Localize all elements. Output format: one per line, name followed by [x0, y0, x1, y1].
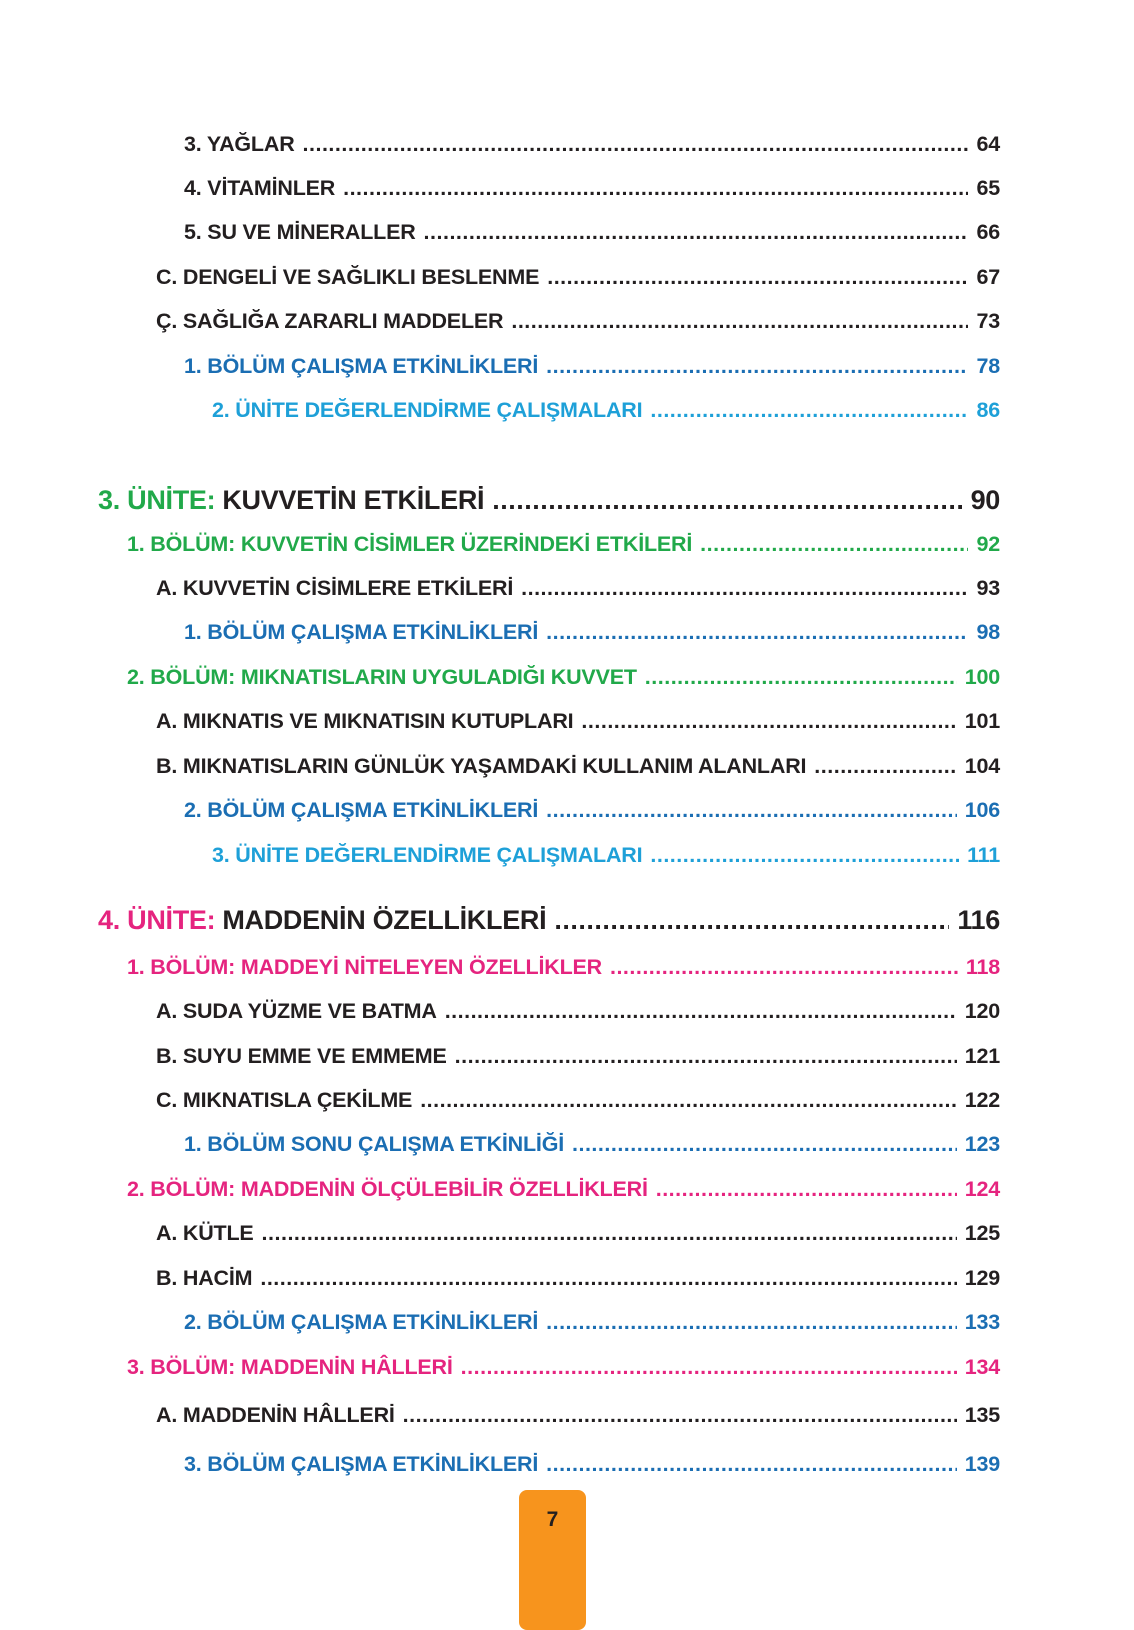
toc-page-number: 125	[964, 1221, 1000, 1245]
toc-entry-title: A. SUDA YÜZME VE BATMA	[156, 999, 437, 1023]
toc-entry[interactable]	[156, 1046, 1000, 1068]
toc-page-number: 116	[957, 905, 1000, 935]
toc-unit-heading[interactable]	[98, 907, 1000, 934]
toc-entry-title: 3. YAĞLAR	[184, 132, 295, 156]
toc-entry[interactable]	[156, 578, 1000, 600]
toc-page-number: 93	[976, 576, 1000, 600]
dot-leader	[461, 1357, 957, 1379]
toc-entry-title: 1. BÖLÜM: KUVVETİN CİSİMLER ÜZERİNDEKİ ETKİLERİ	[127, 532, 693, 556]
toc-page-number: 65	[976, 176, 1000, 200]
dot-leader	[546, 1312, 957, 1334]
toc-page-number: 139	[964, 1452, 1000, 1476]
dot-leader	[645, 667, 957, 689]
toc-entry-title: 2. BÖLÜM: MADDENİN ÖLÇÜLEBİLİR ÖZELLİKLERİ	[127, 1177, 648, 1201]
dot-leader	[455, 1046, 957, 1068]
dot-leader	[343, 178, 968, 200]
toc-page-number: 111	[967, 843, 1000, 867]
dot-leader	[424, 222, 969, 244]
dot-leader	[814, 756, 956, 778]
toc-entry[interactable]	[184, 134, 1000, 156]
dot-leader	[511, 311, 968, 333]
toc-entry-title: A. KÜTLE	[156, 1221, 254, 1245]
toc-page-number: 98	[976, 620, 1000, 644]
toc-entry[interactable]	[127, 1179, 1000, 1201]
toc-entry[interactable]	[156, 311, 1000, 333]
dot-leader	[403, 1405, 957, 1427]
toc-entry[interactable]	[184, 1312, 1000, 1334]
toc-entry-title: 5. SU VE MİNERALLER	[184, 220, 416, 244]
dot-leader	[262, 1223, 957, 1245]
dot-leader	[521, 578, 968, 600]
dot-leader	[554, 907, 949, 934]
toc-entry-title: C. MIKNATISLA ÇEKİLME	[156, 1088, 413, 1112]
unit-title-wrap	[98, 907, 546, 934]
toc-page-number: 133	[964, 1310, 1000, 1334]
dot-leader	[572, 1134, 957, 1156]
toc-entry-title: A. MADDENİN HÂLLERİ	[156, 1403, 395, 1427]
toc-entry[interactable]	[156, 756, 1000, 778]
toc-entry[interactable]	[184, 178, 1000, 200]
toc-page-number: 101	[964, 709, 1000, 733]
toc-page-number: 120	[964, 999, 1000, 1023]
dot-leader	[650, 400, 968, 422]
toc-entry[interactable]	[156, 1405, 1000, 1427]
unit-title: MADDENİN ÖZELLİKLERİ	[222, 905, 547, 935]
toc-entry[interactable]	[127, 957, 1000, 979]
toc-entry-title: 4. VİTAMİNLER	[184, 176, 336, 200]
toc-page-number: 129	[964, 1266, 1000, 1290]
toc-entry[interactable]	[212, 845, 1000, 867]
toc-page-number: 123	[964, 1132, 1000, 1156]
toc-entry-title: 2. BÖLÜM ÇALIŞMA ETKİNLİKLERİ	[184, 798, 539, 822]
toc-entry-title: 2. BÖLÜM: MIKNATISLARIN UYGULADIĞI KUVVET	[127, 665, 637, 689]
toc-entry-title: 3. BÖLÜM ÇALIŞMA ETKİNLİKLERİ	[184, 1452, 539, 1476]
toc-entry-title: 2. BÖLÜM ÇALIŞMA ETKİNLİKLERİ	[184, 1310, 539, 1334]
toc-entry-title: 3. ÜNİTE DEĞERLENDİRME ÇALIŞMALARI	[212, 843, 643, 867]
toc-entry[interactable]	[156, 1223, 1000, 1245]
dot-leader	[260, 1268, 956, 1290]
unit-title-wrap	[98, 487, 484, 514]
toc-entry-title: 1. BÖLÜM SONU ÇALIŞMA ETKİNLİĞİ	[184, 1132, 565, 1156]
dot-leader	[546, 356, 968, 378]
toc-entry[interactable]	[127, 1357, 1000, 1379]
toc-page-number: 90	[970, 485, 1000, 515]
toc-entry[interactable]	[184, 222, 1000, 244]
toc-page-number: 124	[964, 1177, 1000, 1201]
toc-entry[interactable]	[156, 711, 1000, 733]
dot-leader	[656, 1179, 957, 1201]
dot-leader	[650, 845, 959, 867]
dot-leader	[547, 267, 968, 289]
page-number: 7	[546, 1508, 559, 1531]
dot-leader	[492, 487, 962, 514]
toc-entry-title: 1. BÖLÜM ÇALIŞMA ETKİNLİKLERİ	[184, 354, 539, 378]
toc-entry-title: 3. BÖLÜM: MADDENİN HÂLLERİ	[127, 1355, 453, 1379]
toc-entry-title: A. KUVVETİN CİSİMLERE ETKİLERİ	[156, 576, 514, 600]
toc-entry[interactable]	[212, 400, 1000, 422]
toc-entry[interactable]	[127, 667, 1000, 689]
toc-entry-title: B. SUYU EMME VE EMMEME	[156, 1044, 447, 1068]
toc-page-number: 66	[976, 220, 1000, 244]
dot-leader	[581, 711, 956, 733]
toc-entry-title: 2. ÜNİTE DEĞERLENDİRME ÇALIŞMALARI	[212, 398, 643, 422]
toc-page-number: 64	[976, 132, 1000, 156]
toc-entry-title: 1. BÖLÜM: MADDEYİ NİTELEYEN ÖZELLİKLER	[127, 955, 602, 979]
toc-page-number: 135	[964, 1403, 1000, 1427]
toc-entry-title: C. DENGELİ VE SAĞLIKLI BESLENME	[156, 265, 540, 289]
toc-entry[interactable]	[184, 1454, 1000, 1476]
toc-entry-title: B. MIKNATISLARIN GÜNLÜK YAŞAMDAKİ KULLANIM ALANLARI	[156, 754, 807, 778]
dot-leader	[546, 622, 968, 644]
toc-page-number: 92	[976, 532, 1000, 556]
unit-number: 4. ÜNİTE:	[98, 905, 216, 935]
dot-leader	[420, 1090, 957, 1112]
toc-entry-title: A. MIKNATIS VE MIKNATISIN KUTUPLARI	[156, 709, 574, 733]
toc-entry[interactable]	[156, 1090, 1000, 1112]
toc-entry-title: B. HACİM	[156, 1266, 253, 1290]
toc-page-number: 67	[976, 265, 1000, 289]
toc-page-number: 106	[964, 798, 1000, 822]
toc-page-number: 86	[976, 398, 1000, 422]
toc-unit-heading[interactable]	[98, 487, 1000, 514]
toc-page-number: 73	[976, 309, 1000, 333]
dot-leader	[700, 534, 968, 556]
toc-page-number: 100	[964, 665, 1000, 689]
dot-leader	[546, 1454, 957, 1476]
toc-page-number: 104	[964, 754, 1000, 778]
toc-entry[interactable]	[156, 1268, 1000, 1290]
toc-entry[interactable]	[184, 356, 1000, 378]
dot-leader	[303, 134, 969, 156]
toc-page-number: 78	[976, 354, 1000, 378]
page-number-tab	[519, 1490, 586, 1630]
toc-entry[interactable]	[156, 1001, 1000, 1023]
unit-number: 3. ÜNİTE:	[98, 485, 216, 515]
toc-entry[interactable]	[184, 1134, 1000, 1156]
unit-title: KUVVETİN ETKİLERİ	[222, 485, 485, 515]
toc-page-number: 134	[964, 1355, 1000, 1379]
dot-leader	[546, 800, 957, 822]
toc-entry[interactable]	[184, 800, 1000, 822]
toc-entry-title: Ç. SAĞLIĞA ZARARLI MADDELER	[156, 309, 504, 333]
toc-page-number: 121	[964, 1044, 1000, 1068]
dot-leader	[445, 1001, 957, 1023]
toc-entry-title: 1. BÖLÜM ÇALIŞMA ETKİNLİKLERİ	[184, 620, 539, 644]
toc-page-number: 118	[965, 955, 1000, 979]
toc-page-number: 122	[964, 1088, 1000, 1112]
toc-entry[interactable]	[156, 267, 1000, 289]
toc-entry[interactable]	[184, 622, 1000, 644]
dot-leader	[610, 957, 958, 979]
toc-entry[interactable]	[127, 534, 1000, 556]
